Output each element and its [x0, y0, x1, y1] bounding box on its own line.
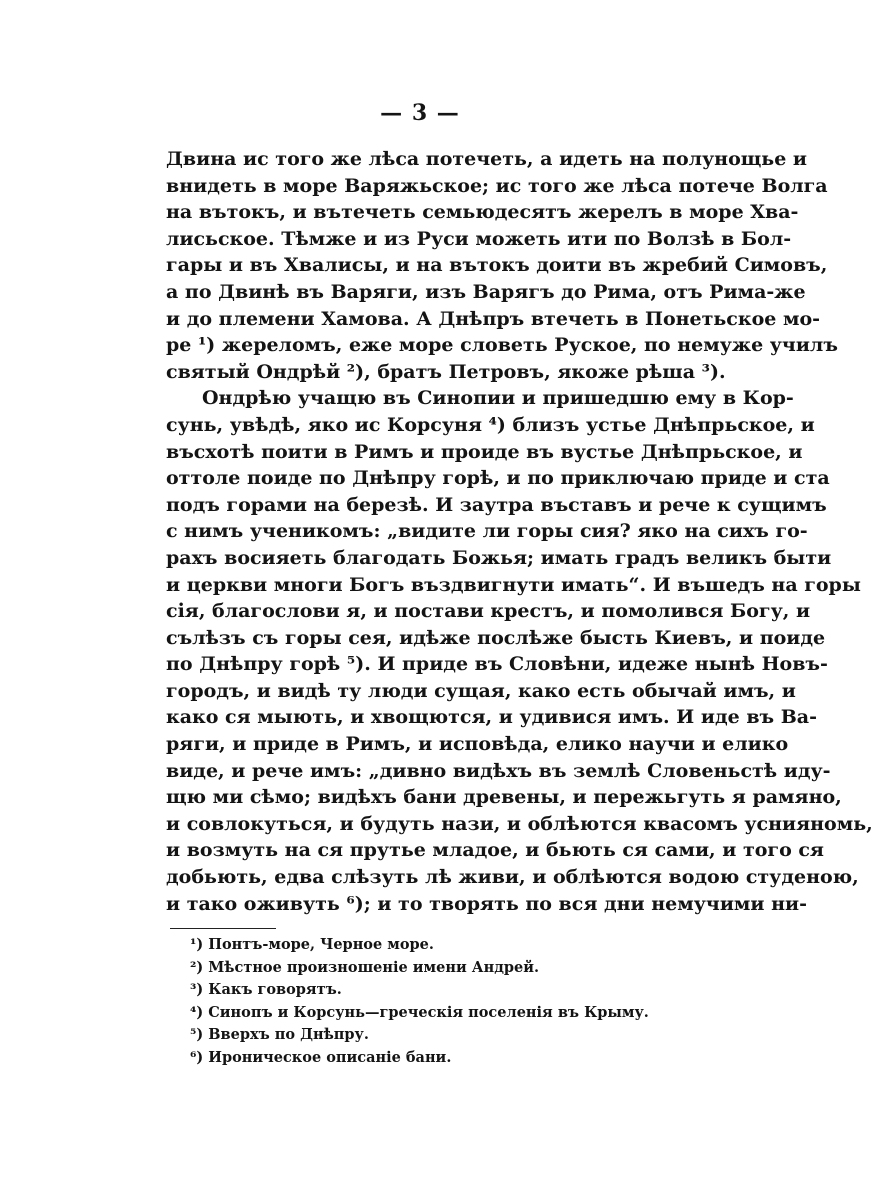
footnote: ⁶) Ироническое описаніе бани. [190, 1048, 452, 1066]
text-line: и тако оживуть ⁶); и то творять по вся дни немучими ни- [166, 892, 808, 915]
text-line: сія, благослови я, и постави крестъ, и помолився Богу, и [166, 600, 811, 623]
text-line: како ся мыють, и хвощются, и удивися имъ. И иде въ Ва- [166, 706, 817, 729]
page-number: — 3 — [380, 100, 460, 126]
text-line: и церкви многи Богъ въздвигнути имать“. И въшедъ на горы [166, 573, 861, 596]
text-line: гары и въ Хвалисы, и на вътокъ доити въ жребий Симовъ, [166, 254, 828, 277]
footnote: ²) Мѣстное произношеніе имени Андрей. [190, 958, 540, 976]
text-line: ряги, и приде в Римъ, и исповѣда, елико научи и елико [166, 733, 789, 756]
text-line: въсхотѣ поити в Римъ и проиде въ вустье Днѣпрьское, и [166, 440, 803, 463]
text-line: на вътокъ, и вътечеть семьюдесятъ жерелъ в море Хва- [166, 201, 799, 224]
text-line: лисьское. Тѣмже и из Руси можеть ити по Волзѣ в Бол- [166, 227, 792, 250]
footnote: ³) Какъ говорятъ. [190, 981, 342, 999]
text-line: подъ горами на березѣ. И заутра въставъ и рече к сущимъ [166, 493, 827, 516]
text-line: сунь, увѣдѣ, яко ис Корсуня ⁴) близъ устье Днѣпрьское, и [166, 413, 815, 436]
footnote: ⁵) Вверхъ по Днѣпру. [190, 1026, 369, 1044]
text-line: виде, и рече имъ: „дивно видѣхъ въ землѣ Словеньстѣ иду- [166, 759, 831, 782]
footnote: ¹) Понтъ-море, Черное море. [190, 936, 434, 953]
text-line: и совлокуться, и будуть нази, и облѣются квасомъ уснияномь, [166, 812, 873, 835]
text-line: внидеть в море Варяжьское; ис того же лѣса потече Волга [166, 174, 828, 197]
text-line: Ондрѣю учащю въ Синопии и пришедшю ему в Кор- [202, 387, 794, 410]
text-line: а по Двинѣ въ Варяги, изъ Варягъ до Рима, отъ Рима-же [166, 280, 806, 303]
text-line: Двина ис того же лѣса потечеть, а идеть на полунощье и [166, 148, 807, 170]
text-line: городъ, и видѣ ту люди сущая, како есть обычай имъ, и [166, 679, 796, 702]
text-line: святый Ондрѣй ²), братъ Петровъ, якоже рѣша ³). [166, 360, 726, 383]
text-line: рахъ восияеть благодать Божья; имать градъ великъ быти [166, 546, 832, 569]
text-line: добьють, едва слѣзуть лѣ живи, и облѣются водою студеною, [166, 866, 859, 889]
text-line: ре ¹) жереломъ, еже море словеть Руское, по немуже училъ [166, 334, 838, 357]
text-line: с нимъ ученикомъ: „видите ли горы сия? яко на сихъ го- [166, 520, 808, 543]
body-text [166, 146, 873, 917]
text-line: оттоле поиде по Днѣпру горѣ, и по приключаю приде и ста [166, 467, 830, 490]
text-line: щю ми сѣмо; видѣхъ бани древены, и пережьгуть я рамяно, [166, 786, 842, 809]
footnote: ⁴) Синопъ и Корсунь—греческія поселенія въ Крыму. [190, 1003, 649, 1021]
text-line: и возмуть на ся прутье младое, и бьють ся сами, и того ся [166, 839, 824, 862]
text-line: по Днѣпру горѣ ⁵). И приде въ Словѣни, идеже нынѣ Новъ- [166, 653, 828, 676]
text-line: сълѣзъ съ горы сея, идѣже послѣже бысть Киевъ, и поиде [166, 626, 826, 649]
text-line: и до племени Хамова. А Днѣпръ втечеть в Понетьское мо- [166, 307, 821, 330]
footnotes [190, 934, 730, 1070]
footnote-separator [170, 928, 276, 929]
